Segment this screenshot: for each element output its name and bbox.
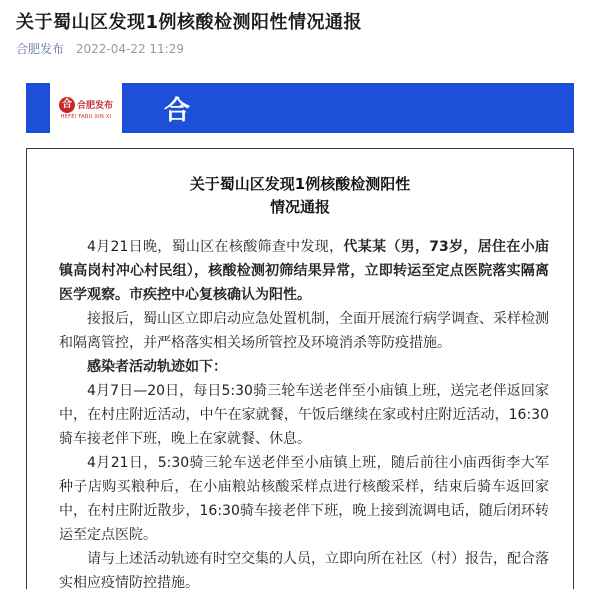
notice-title-line2: 情况通报 [269, 198, 330, 216]
article-title: 关于蜀山区发现1例核酸检测阳性情况通报 [16, 12, 363, 33]
paragraph-response: 接报后，蜀山区立即启动应急处置机制，全面开展流行病学调查、采样检测和隔离管控，并严格落实相关场所管控及环境消杀等防疫措施。 [59, 311, 549, 351]
header-banner [26, 83, 574, 133]
notice-body [59, 235, 549, 595]
author-link[interactable]: 合肥发布 [16, 42, 65, 56]
notice-card [26, 148, 574, 589]
paragraph-track-2: 4月21日，5:30骑三轮车送老伴至小庙镇上班，随后前往小庙西街李大军种子店购买粮种后，在小庙粮站核酸采样点进行核酸采样，结束后骑车返回家中，在村庄附近散步，16:30骑车接老伴下班，晚上接到流调电话，随后闭环转运至定点医院。 [59, 455, 549, 543]
paragraph-track-1: 4月7日—20日，每日5:30骑三轮车送老伴至小庙镇上班，送完老伴返回家中，在村庄附近活动，中午在家就餐，午饭后继续在家或村庄附近活动，16:30骑车接老伴下班，晚上在家就餐、休息。 [59, 383, 549, 447]
notice-title-line1: 关于蜀山区发现1例核酸检测阳性 [189, 175, 411, 193]
seal-icon: 合 [59, 97, 75, 113]
hefei-fabu-logo [50, 83, 122, 133]
paragraph-case [59, 235, 549, 307]
paragraph-case-detail: 代某某（男，73岁，居住在小庙镇高岗村冲心村民组），核酸检测初筛结果异常，立即转运至定点医院落实隔离医学观察。市疾控中心复核确认为阳性。 [59, 239, 549, 303]
article-meta [16, 40, 184, 57]
logo-subtext: HEFEI FABU XIN XI [60, 113, 112, 120]
logo-text: 合肥发布 [76, 101, 113, 111]
publish-date: 2022-04-22 11:29 [75, 42, 184, 56]
banner-character: 合 [164, 95, 191, 126]
track-subheading: 感染者活动轨迹如下： [87, 359, 227, 375]
notice-title [27, 173, 573, 219]
paragraph-appeal: 请与上述活动轨迹有时空交集的人员，立即向所在社区（村）报告，配合落实相应疫情防控措施。 [59, 551, 549, 591]
paragraph-case-intro: 4月21日晚，蜀山区在核酸筛查中发现， [87, 239, 344, 255]
